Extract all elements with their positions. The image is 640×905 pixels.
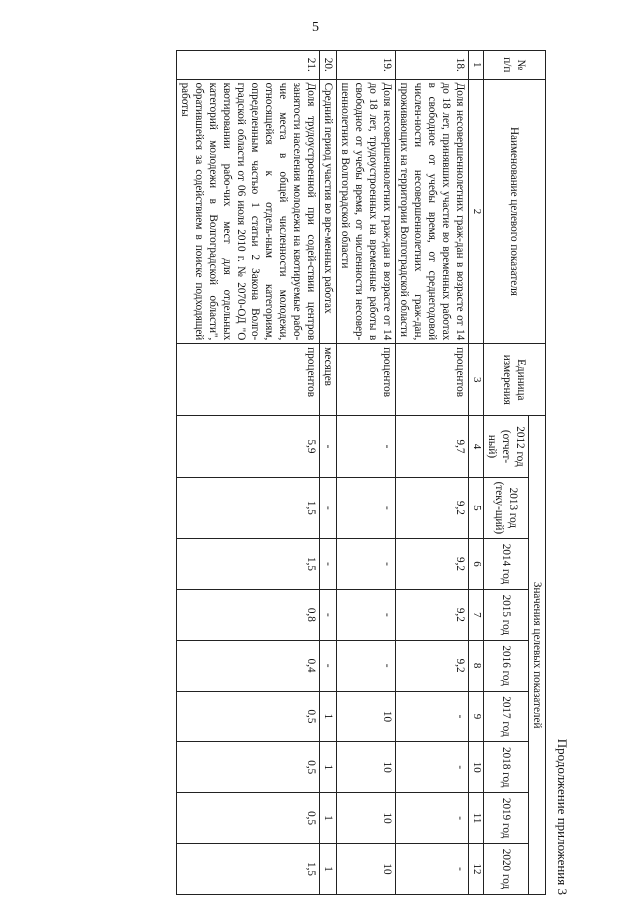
- indicator-value: 9,7: [396, 416, 469, 477]
- indicator-value: -: [320, 477, 337, 538]
- header-year: 2012 год (отчет-ный): [484, 416, 529, 477]
- indicator-value: 5,9: [177, 416, 320, 477]
- header-year: 2017 год: [484, 691, 529, 742]
- header-year: 2018 год: [484, 742, 529, 793]
- row-number: 18.: [396, 51, 469, 80]
- indicator-value: 10: [337, 793, 396, 844]
- indicator-table: [176, 50, 546, 895]
- indicator-value: -: [320, 539, 337, 590]
- col-number: 2: [469, 79, 484, 344]
- header-year: 2019 год: [484, 793, 529, 844]
- indicator-value: -: [337, 539, 396, 590]
- indicator-name: Доля трудоустроенной при содей-ствии центров занятости населения молодежи на квотируемые рабо-чие места в общей численности молодежи, относящейся к отдель-ным категориям, определенным частью 1 статьи 2 Закона Волго-градской области от 06 июля 2010 г. № 2070-ОД "О квотировании рабо-чих мест для отдельных категорий молодежи в Волгоградской области", обратившейся за содействием в поиске подходящей работы: [177, 79, 320, 344]
- continuation-note: Продолжение приложения 3: [555, 738, 570, 895]
- indicator-value: 0,4: [177, 640, 320, 691]
- indicator-value: -: [337, 640, 396, 691]
- header-year: 2015 год: [484, 589, 529, 640]
- indicator-value: -: [320, 589, 337, 640]
- table-row: [177, 51, 320, 895]
- indicator-unit: месяцев: [320, 344, 337, 416]
- col-number: 8: [469, 640, 484, 691]
- rotated-page-content: [60, 50, 570, 895]
- indicator-name: Средний период участия во вре-менных работах: [320, 79, 337, 344]
- table-row: [320, 51, 337, 895]
- col-number: 12: [469, 843, 484, 894]
- indicator-value: 1: [320, 843, 337, 894]
- header-name: Наименование целевого показателя: [484, 79, 546, 344]
- indicator-value: 1: [320, 691, 337, 742]
- page-number: 5: [312, 20, 319, 35]
- header-year: 2020 год: [484, 843, 529, 894]
- indicator-value: 1,5: [177, 539, 320, 590]
- col-number: 5: [469, 477, 484, 538]
- indicator-value: -: [396, 793, 469, 844]
- indicator-unit: процентов: [177, 344, 320, 416]
- indicator-value: -: [337, 477, 396, 538]
- row-number: 19.: [337, 51, 396, 80]
- indicator-value: 0,5: [177, 793, 320, 844]
- indicator-value: 0,8: [177, 589, 320, 640]
- indicator-value: -: [320, 416, 337, 477]
- header-year: 2014 год: [484, 539, 529, 590]
- header-year: 2013 год (теку-щий): [484, 477, 529, 538]
- header-unit: Единица измерения: [484, 344, 546, 416]
- header-year: 2016 год: [484, 640, 529, 691]
- indicator-value: 0,5: [177, 742, 320, 793]
- col-number: 3: [469, 344, 484, 416]
- header-no: № п/п: [484, 51, 546, 80]
- indicator-value: 9,2: [396, 589, 469, 640]
- indicator-value: -: [396, 742, 469, 793]
- indicator-name: Доля несовершеннолетних граж-дан в возрасте от 14 до 18 лет, принявших участие во временных работах в свободное от учебы время, от среднегодовой числен-ности несовершеннолетних граж-дан, проживающих на территории Волгоградской области: [396, 79, 469, 344]
- indicator-value: 9,2: [396, 539, 469, 590]
- indicator-value: -: [337, 589, 396, 640]
- indicator-value: -: [337, 416, 396, 477]
- col-number: 9: [469, 691, 484, 742]
- col-number: 1: [469, 51, 484, 80]
- table-body: [177, 51, 469, 895]
- header-values-group: Значения целевых показателей: [529, 416, 546, 895]
- indicator-name: Доля несовершеннолетних граж-дан в возрасте от 14 до 18 лет, трудоустроенных на временные работы в свободное от учебы время, от численности несовер-шеннолетних в Волгоградской области: [337, 79, 396, 344]
- indicator-value: -: [320, 640, 337, 691]
- indicator-value: 1: [320, 793, 337, 844]
- col-number: 10: [469, 742, 484, 793]
- indicator-value: -: [396, 691, 469, 742]
- indicator-value: 1: [320, 742, 337, 793]
- indicator-value: 9,2: [396, 640, 469, 691]
- indicator-value: 1,5: [177, 477, 320, 538]
- row-number: 21.: [177, 51, 320, 80]
- col-number: 7: [469, 589, 484, 640]
- indicator-value: 10: [337, 843, 396, 894]
- indicator-value: 0,5: [177, 691, 320, 742]
- indicator-unit: процентов: [396, 344, 469, 416]
- header-row-1: [529, 51, 546, 895]
- indicator-value: -: [396, 843, 469, 894]
- col-number: 6: [469, 539, 484, 590]
- table-row: [337, 51, 396, 895]
- col-number: 4: [469, 416, 484, 477]
- indicator-value: 10: [337, 691, 396, 742]
- indicator-value: 9,2: [396, 477, 469, 538]
- indicator-unit: процентов: [337, 344, 396, 416]
- indicator-value: 10: [337, 742, 396, 793]
- column-number-row: [469, 51, 484, 895]
- row-number: 20.: [320, 51, 337, 80]
- col-number: 11: [469, 793, 484, 844]
- table-row: [396, 51, 469, 895]
- indicator-value: 1,5: [177, 843, 320, 894]
